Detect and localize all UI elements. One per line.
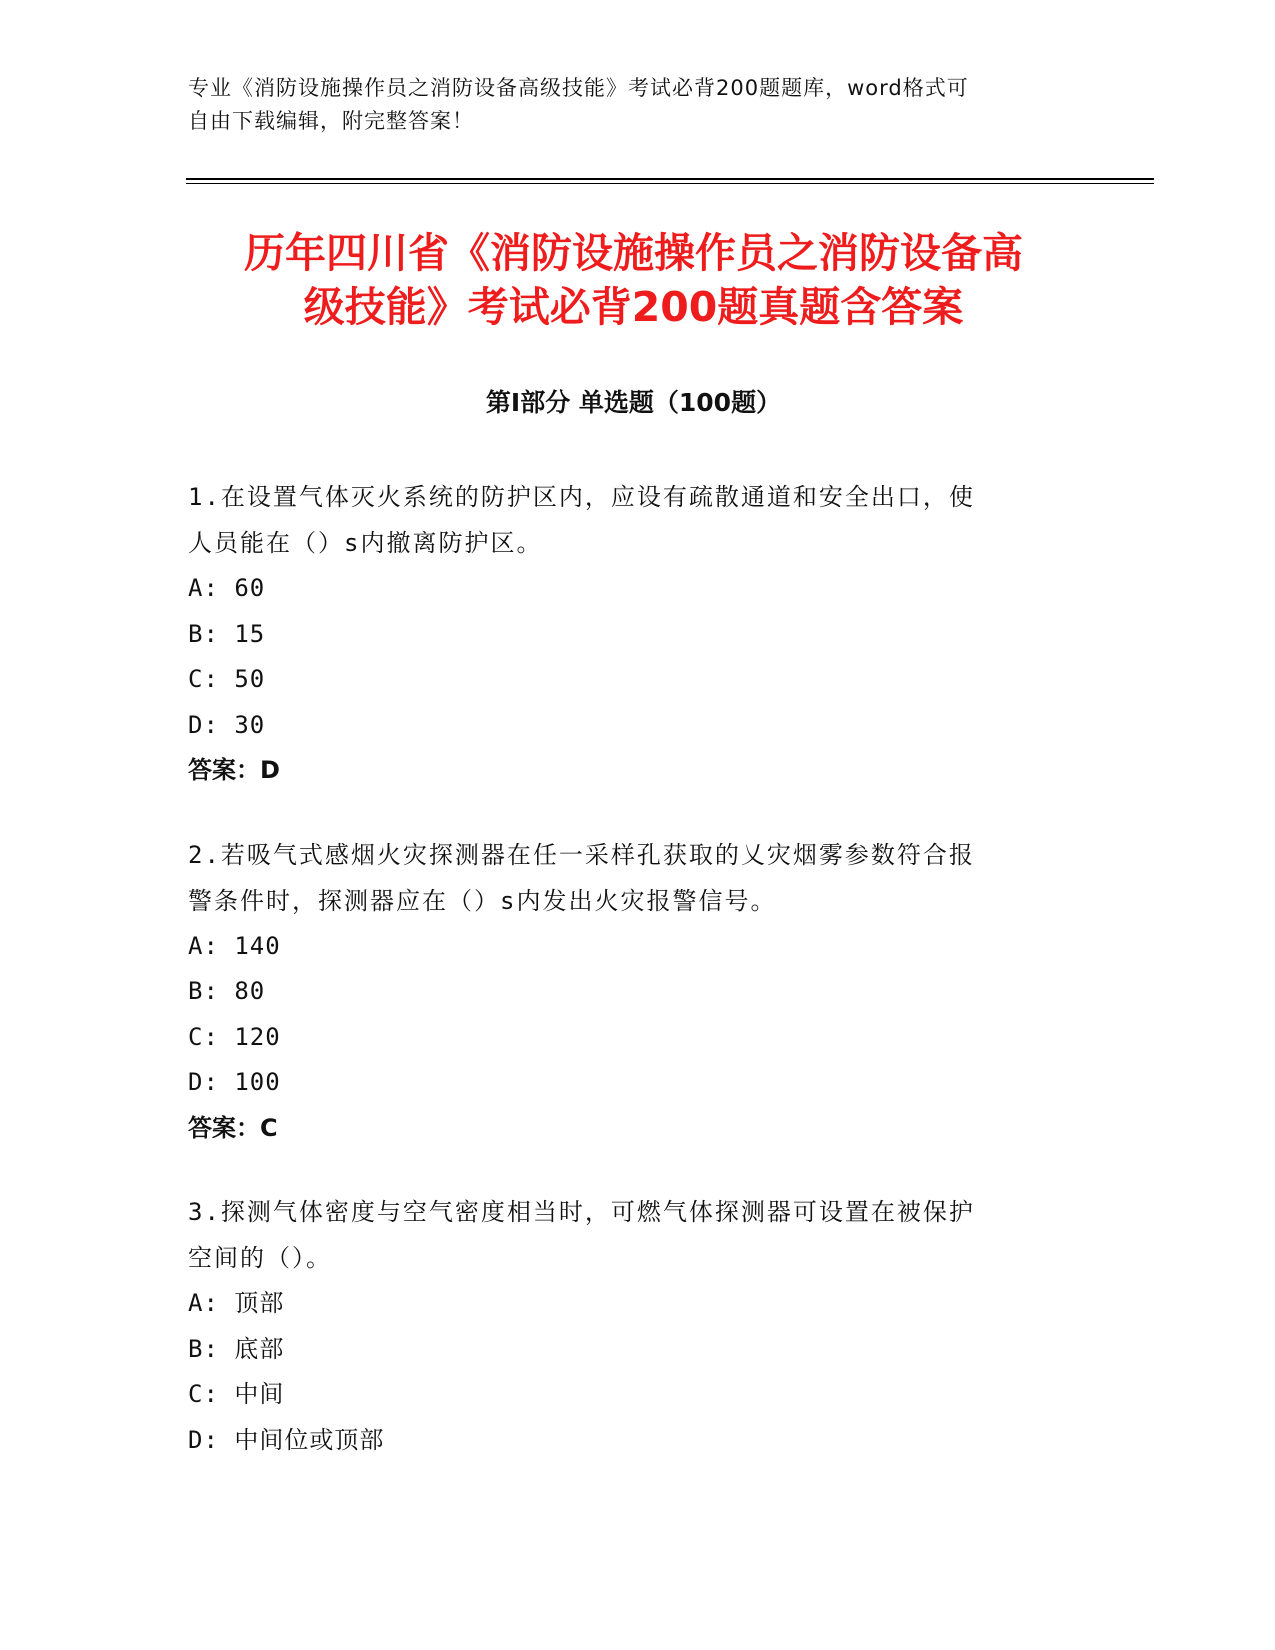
section-title: 第Ⅰ部分 单选题（100题） xyxy=(485,388,782,417)
document-title-line1: 历年四川省《消防设施操作员之消防设备高 xyxy=(244,229,1023,277)
option-a: A: 顶部 xyxy=(188,1289,285,1317)
option-d: D: 100 xyxy=(188,1068,281,1096)
question-stem-line1: 2.若吸气式感烟火灾探测器在任一采样孔获取的乂灾烟雾参数符合报 xyxy=(188,840,975,869)
header-note-line1: 专业《消防设施操作员之消防设备高级技能》考试必背200题题库，word格式可 xyxy=(188,76,969,100)
option-c: C: 50 xyxy=(188,665,266,693)
option-a: A: 140 xyxy=(188,931,281,960)
option-c: C: 中间 xyxy=(188,1380,285,1408)
divider-thin xyxy=(186,183,1154,184)
document-title xyxy=(186,226,1081,334)
question-stem-line1: 3.探测气体密度与空气密度相当时，可燃气体探测器可设置在被保护 xyxy=(188,1198,975,1226)
question-stem-line1: 1.在设置气体灭火系统的防护区内，应设有疏散通道和安全出口，使 xyxy=(188,483,975,511)
header-note-line2: 自由下载编辑，附完整答案！ xyxy=(188,109,474,133)
question-1 xyxy=(188,474,1068,794)
option-d: D: 30 xyxy=(188,710,266,739)
question-stem-line2: 警条件时，探测器应在（）s内发出火灾报警信号。 xyxy=(188,886,777,915)
option-b: B: 15 xyxy=(188,619,266,648)
question-stem-line2: 空间的（）。 xyxy=(188,1244,332,1272)
question-list xyxy=(188,474,1068,1501)
option-b: B: 80 xyxy=(188,977,266,1005)
question-2 xyxy=(188,832,1068,1152)
option-b: B: 底部 xyxy=(188,1334,285,1363)
question-3 xyxy=(188,1189,1068,1463)
divider-thick xyxy=(186,178,1154,180)
header-note xyxy=(188,72,1068,138)
answer: 答案：C xyxy=(188,1113,278,1142)
document-title-line2: 级技能》考试必背200题真题含答案 xyxy=(303,283,964,331)
option-d: D: 中间位或顶部 xyxy=(188,1425,385,1454)
option-c: C: 120 xyxy=(188,1022,281,1051)
answer: 答案：D xyxy=(188,756,280,784)
option-a: A: 60 xyxy=(188,574,266,602)
question-stem-line2: 人员能在（）s内撤离防护区。 xyxy=(188,529,543,557)
